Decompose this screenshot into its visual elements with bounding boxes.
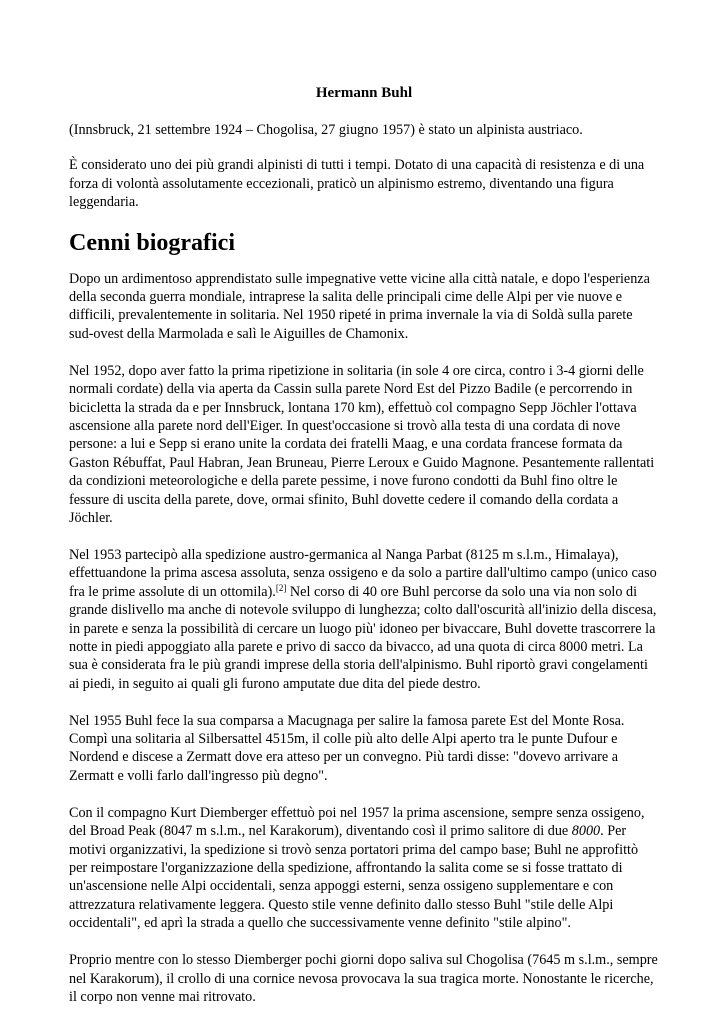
biography-paragraph-2: Nel 1952, dopo aver fatto la prima ripetizione in solitaria (in sole 4 ore circa, contro i 3-4 giorni delle normali cordate) della via aperta da Cassin sulla parete Nord Est del Pizzo Badile (e percorrendo in bicicletta la strada da e per Innsbruck, lontana 170 km), effettuò col compagno Sepp Jöchler l'ottava ascensione alla parete nord dell'Eiger. In quest'occasione si trovò alla testa di una cordata di nove persone: a lui e Sepp si erano unite la cordata dei fratelli Maag, e una cordata francese formata da Gaston Rébuffat, Paul Habran, Jean Bruneau, Pierre Leroux e Guido Magnone. Pesantemente rallentati da condizioni meteorologiche e della parete pessime, i nove furono condotti da Buhl fino oltre le fessure di uscita della parete, dove, ormai sfinito, Buhl dovette cedere il comando della cordata a Jöchler. <box>69 362 655 526</box>
document-page <box>69 84 659 1025</box>
summary-paragraph: È considerato uno dei più grandi alpinisti di tutti i tempi. Dotato di una capacità di resistenza e di una forza di volontà assolutamente eccezionali, praticò un alpinismo estremo, diventando una figura leggendaria. <box>69 157 645 211</box>
biography-paragraph-6: Proprio mentre con lo stesso Diemberger pochi giorni dopo saliva sul Chogolisa (7645 m s.l.m., sempre nel Karakorum), il crollo di una cornice nevosa provocava la sua tragica morte. Nonostante le ricerche, il corpo non venne mai ritrovato. <box>69 952 658 1005</box>
intro-paragraph: (Innsbruck, 21 settembre 1924 – Chogolisa, 27 giugno 1957) è stato un alpinista austriaco. <box>69 122 583 138</box>
footnote-reference[interactable]: [2] <box>275 582 287 593</box>
section-heading: Cenni biografici <box>69 229 235 256</box>
biography-paragraph-1: Dopo un ardimentoso apprendistato sulle impegnative vette vicine alla città natale, e dopo l'esperienza della seconda guerra mondiale, intraprese la salita delle principali cime delle Alpi per vie nuove e difficili, prevalentemente in solitaria. Nel 1950 ripeté in prima invernale la via di Soldà sulla parete sud-ovest della Marmolada e salì le Aiguilles de Chamonix. <box>69 270 650 342</box>
biography-paragraph-3 <box>69 546 659 693</box>
paragraph-5-text-a: Con il compagno Kurt Diemberger effettuò poi nel 1957 la prima ascensione, sempre senza ossigeno, del Broad Peak (8047 m s.l.m., nel Karakorum), diventando così il primo salitore di due <box>69 804 645 840</box>
document-title: Hermann Buhl <box>315 85 413 101</box>
paragraph-3-text-a: Nel 1953 partecipò alla spedizione austro-germanica al Nanga Parbat (8125 m s.l.m., Himalaya), effettuandone la prima ascesa assoluta, senza ossigeno e da solo a partire dall'ultimo campo (unico caso fra le prime assolute di un ottomila). <box>69 546 657 600</box>
paragraph-5-emphasis: 8000 <box>571 823 601 840</box>
biography-paragraph-5 <box>69 804 659 933</box>
paragraph-3-text-b: Nel corso di 40 ore Buhl percorse da solo una via non solo di grande dislivello ma anche di notevole sviluppo di lunghezza; colto dall'oscurità all'inizio della discesa, in parete e senza la possibilità di cercare un luogo più' idoneo per bivaccare, Buhl dovette trascorrere la notte in piedi appoggiato alla parete e privo di sacco da bivacco, ad una quota di circa 8000 metri. La sua è considerata fra le più grandi imprese della storia dell'alpinismo. Buhl riportò gravi congelamenti ai piedi, in seguito ai quali gli furono amputate due dita del piede destro. <box>69 583 657 692</box>
paragraph-5-text-b: . Per motivi organizzativi, la spedizione si trovò senza portatori prima del campo base; Buhl ne approfittò per reimpostare l'organizzazione della spedizione, affrontando la salita come se si fosse trattato di un'ascensione nelle Alpi occidentali, senza appoggi esterni, senza ossigeno supplementare e con attrezzatura relativamente leggera. Questo stile venne definito dallo stesso Buhl "stile delle Alpi occidentali", ed aprì la strada a quello che successivamente venne definito "stile alpino". <box>69 823 639 932</box>
biography-paragraph-4: Nel 1955 Buhl fece la sua comparsa a Macugnaga per salire la famosa parete Est del Monte Rosa. Compì una solitaria al Silbersattel 4515m, il colle più alto delle Alpi aperto tra le punte Dufour e Nordend e discese a Zermatt dove era atteso per un convegno. Più tardi disse: "dovevo arrivare a Zermatt e volli farlo dall'ingresso più degno". <box>69 712 625 784</box>
